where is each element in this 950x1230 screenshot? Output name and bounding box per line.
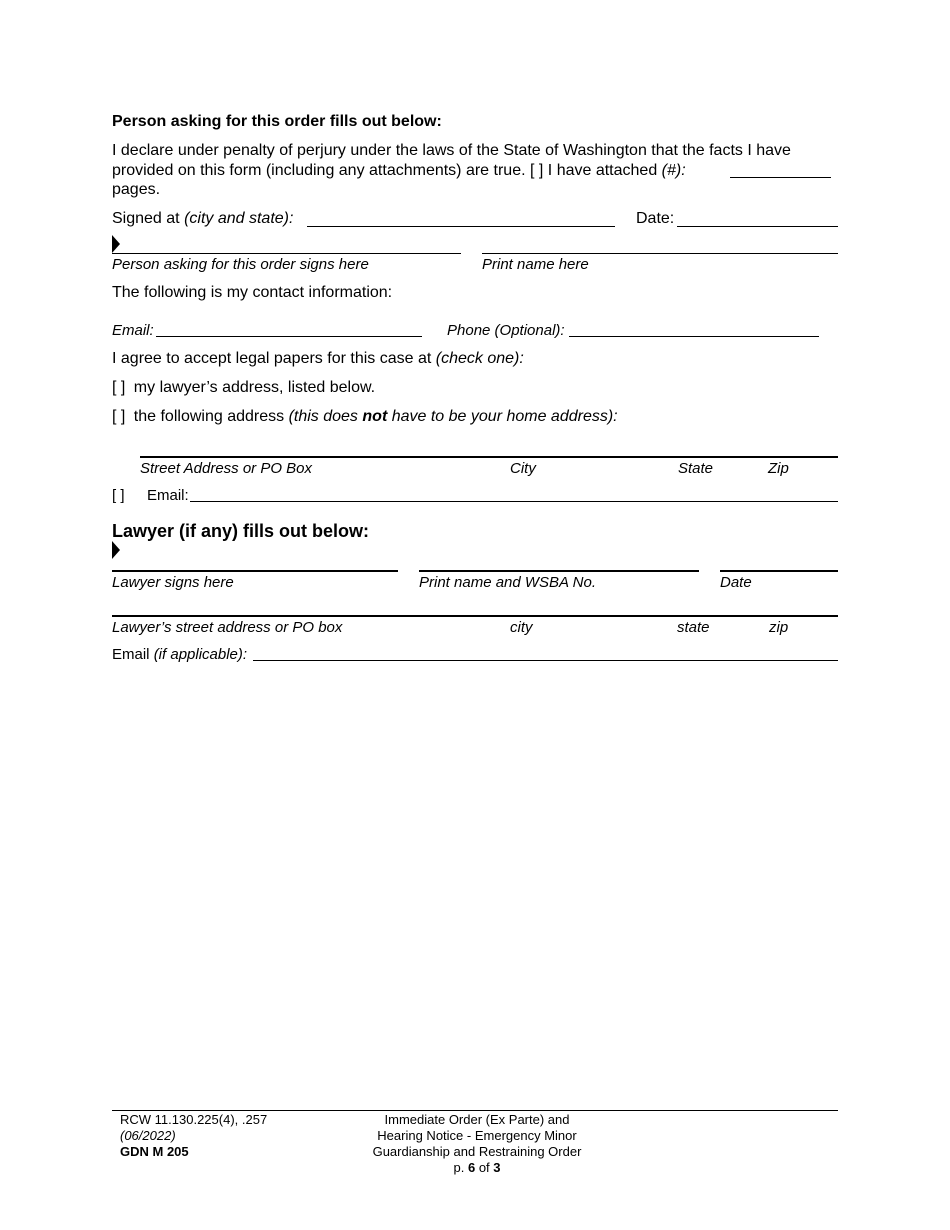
- street-caption: Street Address or PO Box: [140, 460, 313, 477]
- lawyer-section-heading: Lawyer (if any) fills out below:: [112, 521, 370, 541]
- page-of: of: [478, 1160, 490, 1175]
- email-option-label: Email:: [147, 487, 189, 504]
- attached-hint: (#):: [661, 162, 686, 179]
- option-following-address: [112, 408, 618, 426]
- lawyer-state-caption: state: [677, 619, 710, 636]
- footer-left: [120, 1112, 267, 1160]
- city-caption: City: [510, 460, 536, 477]
- attached-pages-field[interactable]: [730, 177, 831, 178]
- petitioner-signature-field[interactable]: [112, 253, 461, 254]
- date-field[interactable]: [677, 226, 838, 227]
- email-field[interactable]: [156, 336, 422, 337]
- accept-papers-hint: (check one):: [435, 350, 524, 367]
- attached-checkbox[interactable]: [ ]: [530, 162, 544, 179]
- lawyer-date-caption: Date: [720, 574, 752, 591]
- contact-intro: The following is my contact information:: [112, 284, 393, 301]
- signed-at-label: [112, 210, 293, 228]
- page-current: 6: [467, 1160, 476, 1175]
- accept-papers-label: I agree to accept legal papers for this case at: [112, 350, 432, 367]
- footer-center: [340, 1112, 614, 1176]
- phone-field[interactable]: [569, 336, 819, 337]
- state-caption: State: [678, 460, 714, 477]
- footer-statute: RCW 11.130.225(4), .257: [120, 1112, 268, 1127]
- petitioner-section-heading: Person asking for this order fills out below:: [112, 113, 442, 130]
- date-label: Date:: [636, 210, 675, 227]
- lawyer-date-field[interactable]: [720, 570, 838, 572]
- lawyer-email-text: Email: [112, 646, 150, 663]
- signed-at-hint: (city and state):: [184, 210, 294, 227]
- address-field[interactable]: [140, 456, 838, 458]
- lawyer-city-caption: city: [510, 619, 533, 636]
- phone-label: Phone (Optional):: [447, 322, 565, 339]
- lawyer-print-name-field[interactable]: [419, 570, 699, 572]
- lawyer-email-field[interactable]: [253, 660, 838, 661]
- option-address-hint-a: (this does: [288, 408, 358, 425]
- lawyer-print-name-caption: Print name and WSBA No.: [419, 574, 597, 591]
- footer-page-number: [340, 1160, 614, 1176]
- accept-papers-text: [112, 350, 524, 368]
- footer-revision: (06/2022): [120, 1128, 176, 1143]
- option-lawyer-label: my lawyer’s address, listed below.: [133, 379, 376, 396]
- option-address-hint-bold: not: [362, 408, 388, 425]
- email-option-checkbox[interactable]: [ ]: [112, 487, 125, 504]
- page-total: 3: [493, 1160, 501, 1175]
- declaration-line-3: pages.: [112, 181, 161, 198]
- zip-caption: Zip: [768, 460, 789, 477]
- lawyer-email-hint: (if applicable):: [153, 646, 248, 663]
- footer-form-id: GDN M 205: [120, 1144, 189, 1159]
- page-prefix: p.: [453, 1160, 465, 1175]
- email-option-field[interactable]: [190, 501, 838, 502]
- option-address-label: the following address: [133, 408, 285, 425]
- signed-at-field[interactable]: [307, 226, 615, 227]
- option-lawyer-checkbox[interactable]: [ ]: [112, 379, 126, 396]
- declaration-text: provided on this form (including any attachments) are true.: [112, 162, 526, 179]
- signed-at-text: Signed at: [112, 210, 180, 227]
- petitioner-signature-caption: Person asking for this order signs here: [112, 256, 369, 273]
- option-lawyer-address: [112, 379, 375, 397]
- lawyer-signature-field[interactable]: [112, 570, 398, 572]
- email-label: Email:: [112, 322, 154, 339]
- footer-title-line-2: Hearing Notice - Emergency Minor: [377, 1128, 577, 1143]
- lawyer-signature-arrow-icon: [112, 541, 120, 559]
- lawyer-street-caption: Lawyer’s street address or PO box: [112, 619, 343, 636]
- lawyer-signature-caption: Lawyer signs here: [112, 574, 234, 591]
- signature-arrow-icon: [112, 235, 120, 253]
- declaration-line-2: [112, 162, 686, 180]
- lawyer-email-label: [112, 646, 247, 663]
- lawyer-zip-caption: zip: [769, 619, 789, 636]
- lawyer-address-field[interactable]: [112, 615, 838, 617]
- footer-title-line-1: Immediate Order (Ex Parte) and: [384, 1112, 570, 1127]
- declaration-line-1: I declare under penalty of perjury under the laws of the State of Washington that the facts I have: [112, 142, 791, 159]
- petitioner-print-name-caption: Print name here: [482, 256, 589, 273]
- footer-title-line-3: Guardianship and Restraining Order: [372, 1144, 582, 1159]
- footer-divider: [112, 1110, 838, 1111]
- attached-label: I have attached: [547, 162, 658, 179]
- petitioner-print-name-field[interactable]: [482, 253, 838, 254]
- option-address-hint-b: have to be your home address):: [391, 408, 618, 425]
- option-address-checkbox[interactable]: [ ]: [112, 408, 126, 425]
